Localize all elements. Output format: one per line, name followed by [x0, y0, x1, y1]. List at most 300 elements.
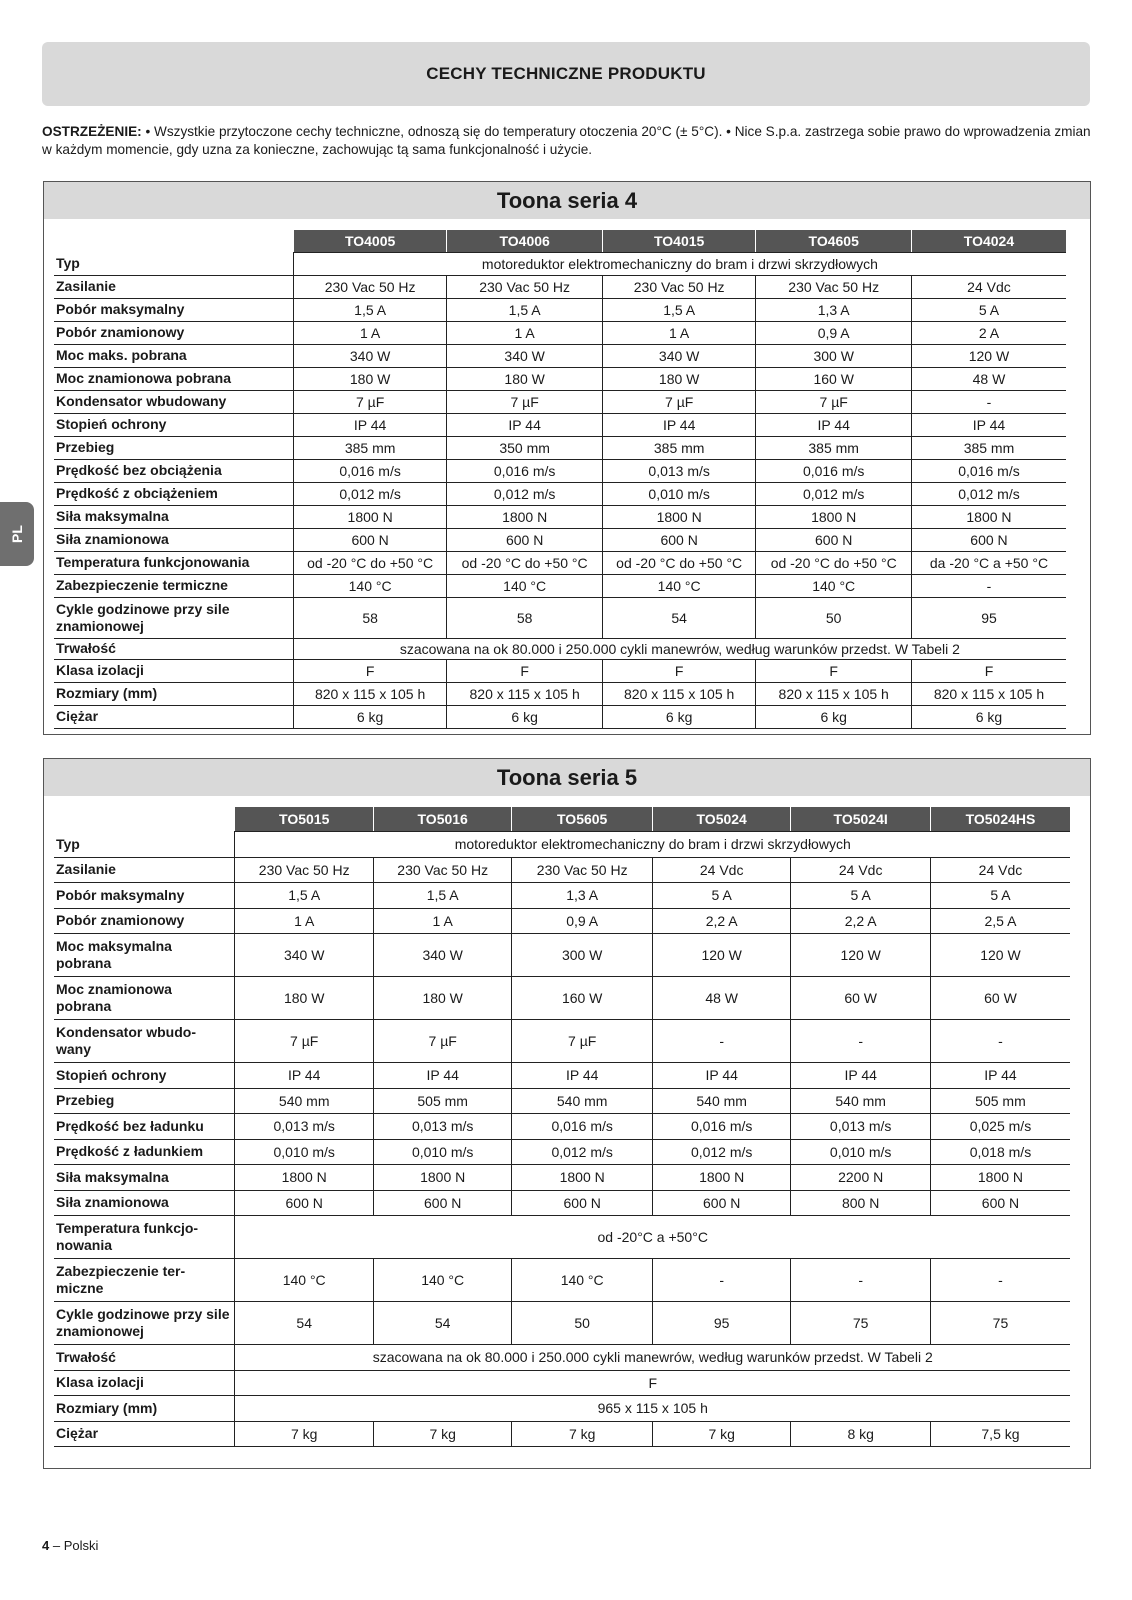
row-value: 600 N	[652, 1190, 790, 1216]
row-value: 230 Vac 50 Hz	[293, 275, 447, 298]
series5-title: Toona seria 5	[44, 759, 1090, 796]
row-value: 230 Vac 50 Hz	[756, 275, 912, 298]
row-value: 5 A	[791, 883, 931, 909]
row-value: 340 W	[373, 934, 511, 977]
table-row	[54, 1190, 1070, 1216]
model-header-to5024i: TO5024I	[791, 807, 931, 832]
row-value: 7 kg	[373, 1421, 511, 1447]
row-value: F	[602, 659, 756, 682]
row-value: 24 Vdc	[652, 857, 790, 883]
row-label: Moc maksymalna pobrana	[54, 934, 235, 977]
row-label: Typ	[54, 252, 293, 275]
table-row	[54, 1114, 1070, 1140]
model-header-to5015: TO5015	[235, 807, 373, 832]
row-value: 180 W	[373, 977, 511, 1020]
row-value: IP 44	[756, 413, 912, 436]
row-value: 7 µF	[235, 1020, 373, 1063]
row-label: Siła maksymalna	[54, 505, 293, 528]
row-value: IP 44	[911, 413, 1066, 436]
row-value: IP 44	[512, 1063, 653, 1089]
row-value: 2,2 A	[652, 908, 790, 934]
row-value: 0,018 m/s	[930, 1139, 1070, 1165]
row-value: 820 x 115 x 105 h	[911, 682, 1066, 705]
row-label: Stopień ochrony	[54, 1063, 235, 1089]
row-value: IP 44	[791, 1063, 931, 1089]
table-row	[54, 390, 1066, 413]
row-value: 540 mm	[652, 1088, 790, 1114]
row-value: 24 Vdc	[911, 275, 1066, 298]
row-value: 180 W	[602, 367, 756, 390]
row-value-merged: motoreduktor elektromechaniczny do bram i drzwi skrzydłowych	[235, 832, 1070, 858]
table-row	[54, 367, 1066, 390]
row-value: 0,012 m/s	[652, 1139, 790, 1165]
row-value: 0,013 m/s	[602, 459, 756, 482]
row-label: Cykle godzinowe przy sile znamionowej	[54, 597, 293, 638]
row-value: 0,013 m/s	[373, 1114, 511, 1140]
row-value: 58	[447, 597, 603, 638]
row-label: Przebieg	[54, 436, 293, 459]
table-row	[54, 344, 1066, 367]
row-value: 7 kg	[652, 1421, 790, 1447]
row-label: Ciężar	[54, 705, 293, 728]
row-value: 5 A	[911, 298, 1066, 321]
row-value: 820 x 115 x 105 h	[602, 682, 756, 705]
row-value: 140 °C	[293, 574, 447, 597]
row-label: Prędkość bez obciążenia	[54, 459, 293, 482]
row-value: 48 W	[652, 977, 790, 1020]
table-row	[54, 275, 1066, 298]
row-value: -	[791, 1020, 931, 1063]
row-label: Pobór maksymalny	[54, 883, 235, 909]
row-value: 0,010 m/s	[235, 1139, 373, 1165]
row-value: 6 kg	[602, 705, 756, 728]
row-value: 0,016 m/s	[911, 459, 1066, 482]
row-label: Ciężar	[54, 1421, 235, 1447]
table-row	[54, 1165, 1070, 1191]
row-value: 1,3 A	[512, 883, 653, 909]
row-value: 1800 N	[930, 1165, 1070, 1191]
table-row	[54, 1259, 1070, 1302]
row-value: 600 N	[235, 1190, 373, 1216]
row-value: 75	[930, 1302, 1070, 1345]
row-label: Rozmiary (mm)	[54, 1396, 235, 1422]
row-value: 505 mm	[373, 1088, 511, 1114]
row-value: 2,2 A	[791, 908, 931, 934]
row-value: 0,013 m/s	[235, 1114, 373, 1140]
row-value: 120 W	[791, 934, 931, 977]
row-value: 600 N	[756, 528, 912, 551]
row-value: 1800 N	[235, 1165, 373, 1191]
table-row	[54, 1396, 1070, 1422]
row-value: 6 kg	[756, 705, 912, 728]
model-header-to4015: TO4015	[602, 230, 756, 252]
table-row	[54, 413, 1066, 436]
row-value: 2200 N	[791, 1165, 931, 1191]
table-row	[54, 832, 1070, 858]
page-title: CECHY TECHNICZNE PRODUKTU	[426, 64, 706, 83]
row-label: Pobór maksymalny	[54, 298, 293, 321]
row-value: 24 Vdc	[791, 857, 931, 883]
row-value: 7 µF	[447, 390, 603, 413]
row-label: Zabezpieczenie ter-miczne	[54, 1259, 235, 1302]
row-label: Trwałość	[54, 1345, 235, 1371]
row-value: 340 W	[447, 344, 603, 367]
row-value: F	[293, 659, 447, 682]
row-value: 7 kg	[235, 1421, 373, 1447]
row-value: IP 44	[930, 1063, 1070, 1089]
row-value: IP 44	[447, 413, 603, 436]
row-value: 160 W	[756, 367, 912, 390]
page-header	[42, 42, 1090, 106]
row-value: 120 W	[911, 344, 1066, 367]
row-value: 300 W	[512, 934, 653, 977]
row-value: 0,9 A	[756, 321, 912, 344]
table-row	[54, 459, 1066, 482]
row-value: -	[652, 1259, 790, 1302]
row-value: 1800 N	[373, 1165, 511, 1191]
row-label: Siła znamionowa	[54, 1190, 235, 1216]
row-value: 1800 N	[602, 505, 756, 528]
row-label: Typ	[54, 832, 235, 858]
row-value: 95	[652, 1302, 790, 1345]
row-value: 6 kg	[911, 705, 1066, 728]
row-value: 7 µF	[756, 390, 912, 413]
table-row	[54, 1370, 1070, 1396]
row-value: 120 W	[930, 934, 1070, 977]
row-value: 0,9 A	[512, 908, 653, 934]
row-value: -	[791, 1259, 931, 1302]
row-value: 48 W	[911, 367, 1066, 390]
model-header-to5605: TO5605	[512, 807, 653, 832]
row-value: 54	[602, 597, 756, 638]
row-value-merged: 965 x 115 x 105 h	[235, 1396, 1070, 1422]
row-value: 1 A	[235, 908, 373, 934]
row-value: 1,3 A	[756, 298, 912, 321]
row-label: Rozmiary (mm)	[54, 682, 293, 705]
row-value: 1800 N	[652, 1165, 790, 1191]
row-value-merged: od -20°C a +50°C	[235, 1216, 1070, 1259]
row-value: 7,5 kg	[930, 1421, 1070, 1447]
row-value: -	[930, 1259, 1070, 1302]
row-value: 600 N	[602, 528, 756, 551]
row-value: 800 N	[791, 1190, 931, 1216]
row-label: Siła znamionowa	[54, 528, 293, 551]
row-value: 50	[512, 1302, 653, 1345]
row-value: od -20 °C do +50 °C	[293, 551, 447, 574]
table-row	[54, 857, 1070, 883]
row-value: 1800 N	[911, 505, 1066, 528]
row-value: 5 A	[930, 883, 1070, 909]
table-row	[54, 436, 1066, 459]
table-row	[54, 1139, 1070, 1165]
row-value: IP 44	[373, 1063, 511, 1089]
row-value-merged: motoreduktor elektromechaniczny do bram i drzwi skrzydłowych	[293, 252, 1066, 275]
row-value: 1800 N	[756, 505, 912, 528]
row-value: 58	[293, 597, 447, 638]
row-value: 0,012 m/s	[756, 482, 912, 505]
row-value: 385 mm	[293, 436, 447, 459]
row-value: od -20 °C do +50 °C	[756, 551, 912, 574]
row-value: 7 µF	[293, 390, 447, 413]
row-value: F	[447, 659, 603, 682]
row-value: 0,012 m/s	[447, 482, 603, 505]
table-row	[54, 252, 1066, 275]
row-value: F	[756, 659, 912, 682]
table-row	[54, 528, 1066, 551]
row-value: 0,010 m/s	[373, 1139, 511, 1165]
row-value: 60 W	[791, 977, 931, 1020]
series4-spec-table	[54, 230, 1066, 729]
row-label: Temperatura funkcjonowania	[54, 551, 293, 574]
language-tab	[0, 502, 34, 566]
row-value: 340 W	[235, 934, 373, 977]
row-value: 385 mm	[756, 436, 912, 459]
model-header-to5016: TO5016	[373, 807, 511, 832]
row-value: 300 W	[756, 344, 912, 367]
row-value: 50	[756, 597, 912, 638]
row-value: 600 N	[293, 528, 447, 551]
warning-text: • Wszystkie przytoczone cechy techniczne, odnoszą się do temperatury otoczenia 20°C (± 5°C). • Nice S.p.a. zastrzega sobie prawo do wprowadzenia zmian w każdym momencie, gdy uzna za konieczne, zachowując tą sama funkcjonalność i użycie.	[42, 124, 1091, 157]
row-value: 600 N	[447, 528, 603, 551]
row-value: 0,013 m/s	[791, 1114, 931, 1140]
row-value: 0,016 m/s	[652, 1114, 790, 1140]
row-value: IP 44	[652, 1063, 790, 1089]
table-row	[54, 883, 1070, 909]
row-label: Moc znamionowa pobrana	[54, 367, 293, 390]
row-value: 230 Vac 50 Hz	[235, 857, 373, 883]
table-row	[54, 597, 1066, 638]
row-value: 1,5 A	[447, 298, 603, 321]
row-label: Zasilanie	[54, 275, 293, 298]
row-value: -	[930, 1020, 1070, 1063]
row-value: 54	[373, 1302, 511, 1345]
row-value: 350 mm	[447, 436, 603, 459]
table-row	[54, 1421, 1070, 1447]
row-value: 540 mm	[235, 1088, 373, 1114]
header-corner	[54, 807, 235, 832]
row-value: 24 Vdc	[930, 857, 1070, 883]
row-value: 0,012 m/s	[911, 482, 1066, 505]
table-row	[54, 574, 1066, 597]
row-value: -	[652, 1020, 790, 1063]
series4-title: Toona seria 4	[44, 182, 1090, 219]
table-row	[54, 482, 1066, 505]
row-value: od -20 °C do +50 °C	[447, 551, 603, 574]
row-label: Kondensator wbudowany	[54, 390, 293, 413]
row-value: 0,016 m/s	[447, 459, 603, 482]
table-row	[54, 908, 1070, 934]
table-row	[54, 505, 1066, 528]
series4-model-header	[54, 230, 1066, 252]
row-value: -	[911, 574, 1066, 597]
row-value: IP 44	[293, 413, 447, 436]
table-row	[54, 638, 1066, 659]
row-value: 0,016 m/s	[756, 459, 912, 482]
row-value: 1800 N	[293, 505, 447, 528]
row-value: -	[911, 390, 1066, 413]
row-value: 540 mm	[512, 1088, 653, 1114]
row-label: Siła maksymalna	[54, 1165, 235, 1191]
table-row	[54, 682, 1066, 705]
table-row	[54, 934, 1070, 977]
row-value-merged: szacowana na ok 80.000 i 250.000 cykli manewrów, według warunków przedst. W Tabeli 2	[235, 1345, 1070, 1371]
table-row	[54, 1063, 1070, 1089]
row-label: Trwałość	[54, 638, 293, 659]
row-label: Stopień ochrony	[54, 413, 293, 436]
row-value: 540 mm	[791, 1088, 931, 1114]
row-value: 820 x 115 x 105 h	[293, 682, 447, 705]
row-value: 7 µF	[602, 390, 756, 413]
row-value: 6 kg	[447, 705, 603, 728]
row-value: 180 W	[235, 977, 373, 1020]
model-header-to4005: TO4005	[293, 230, 447, 252]
model-header-to4006: TO4006	[447, 230, 603, 252]
row-value: 180 W	[447, 367, 603, 390]
row-label: Klasa izolacji	[54, 1370, 235, 1396]
series5-model-header	[54, 807, 1070, 832]
row-value: 1,5 A	[293, 298, 447, 321]
row-value: 1 A	[373, 908, 511, 934]
header-corner	[54, 230, 293, 252]
row-value-merged: szacowana na ok 80.000 i 250.000 cykli manewrów, według warunków przedst. W Tabeli 2	[293, 638, 1066, 659]
model-header-to5024: TO5024	[652, 807, 790, 832]
row-value: da -20 °C a +50 °C	[911, 551, 1066, 574]
row-value: 1800 N	[512, 1165, 653, 1191]
row-value: 600 N	[911, 528, 1066, 551]
row-value: 140 °C	[235, 1259, 373, 1302]
model-header-to4605: TO4605	[756, 230, 912, 252]
row-value: 140 °C	[447, 574, 603, 597]
row-value: 600 N	[373, 1190, 511, 1216]
model-header-to4024: TO4024	[911, 230, 1066, 252]
row-value: IP 44	[235, 1063, 373, 1089]
row-value: 7 kg	[512, 1421, 653, 1447]
row-value: 230 Vac 50 Hz	[373, 857, 511, 883]
row-value: 0,010 m/s	[791, 1139, 931, 1165]
row-value: 5 A	[652, 883, 790, 909]
row-value: 60 W	[930, 977, 1070, 1020]
row-value: 54	[235, 1302, 373, 1345]
row-value: 0,016 m/s	[293, 459, 447, 482]
row-value: 0,010 m/s	[602, 482, 756, 505]
table-row	[54, 551, 1066, 574]
row-label: Moc znamionowa pobrana	[54, 977, 235, 1020]
row-value: 230 Vac 50 Hz	[602, 275, 756, 298]
row-value: 95	[911, 597, 1066, 638]
row-value: 8 kg	[791, 1421, 931, 1447]
row-label: Przebieg	[54, 1088, 235, 1114]
page-number: 4	[42, 1538, 50, 1553]
row-value: 385 mm	[911, 436, 1066, 459]
row-label: Pobór znamionowy	[54, 321, 293, 344]
series5-section	[43, 758, 1091, 1469]
row-label: Klasa izolacji	[54, 659, 293, 682]
series5-spec-table	[54, 807, 1070, 1447]
table-row	[54, 1088, 1070, 1114]
table-row	[54, 659, 1066, 682]
row-value: 1,5 A	[602, 298, 756, 321]
row-label: Cykle godzinowe przy sile znamionowej	[54, 1302, 235, 1345]
row-value: 505 mm	[930, 1088, 1070, 1114]
table-row	[54, 1020, 1070, 1063]
row-value-merged: F	[235, 1370, 1070, 1396]
row-value: 75	[791, 1302, 931, 1345]
table-row	[54, 1302, 1070, 1345]
row-value: 0,016 m/s	[512, 1114, 653, 1140]
row-label: Zasilanie	[54, 857, 235, 883]
row-value: 160 W	[512, 977, 653, 1020]
model-header-to5024hs: TO5024HS	[930, 807, 1070, 832]
table-row	[54, 1345, 1070, 1371]
table-row	[54, 1216, 1070, 1259]
row-value: F	[911, 659, 1066, 682]
row-value: 2 A	[911, 321, 1066, 344]
row-value: 140 °C	[373, 1259, 511, 1302]
row-value: od -20 °C do +50 °C	[602, 551, 756, 574]
row-value: 340 W	[602, 344, 756, 367]
table-row	[54, 977, 1070, 1020]
row-value: 140 °C	[512, 1259, 653, 1302]
row-label: Prędkość z obciążeniem	[54, 482, 293, 505]
page-footer	[42, 1538, 98, 1553]
row-value: 0,012 m/s	[293, 482, 447, 505]
row-label: Prędkość z ładunkiem	[54, 1139, 235, 1165]
row-value: 180 W	[293, 367, 447, 390]
row-value: 140 °C	[602, 574, 756, 597]
row-label: Zabezpieczenie termiczne	[54, 574, 293, 597]
table-row	[54, 298, 1066, 321]
warning-label: OSTRZEŻENIE:	[42, 124, 142, 139]
row-value: 340 W	[293, 344, 447, 367]
row-value: 820 x 115 x 105 h	[447, 682, 603, 705]
row-value: 2,5 A	[930, 908, 1070, 934]
table-row	[54, 321, 1066, 344]
row-value: 1 A	[447, 321, 603, 344]
series4-spec-body	[54, 252, 1066, 728]
row-label: Temperatura funkcjo-nowania	[54, 1216, 235, 1259]
row-value: 0,025 m/s	[930, 1114, 1070, 1140]
footer-language: – Polski	[49, 1538, 99, 1553]
row-value: 6 kg	[293, 705, 447, 728]
row-label: Prędkość bez ładunku	[54, 1114, 235, 1140]
row-value: 600 N	[512, 1190, 653, 1216]
row-value: IP 44	[602, 413, 756, 436]
row-label: Moc maks. pobrana	[54, 344, 293, 367]
row-value: 230 Vac 50 Hz	[512, 857, 653, 883]
language-tab-label: PL	[8, 525, 25, 543]
row-value: 0,012 m/s	[512, 1139, 653, 1165]
row-value: 7 µF	[373, 1020, 511, 1063]
row-value: 600 N	[930, 1190, 1070, 1216]
row-value: 1 A	[293, 321, 447, 344]
series4-section	[43, 181, 1091, 735]
row-value: 820 x 115 x 105 h	[756, 682, 912, 705]
row-value: 7 µF	[512, 1020, 653, 1063]
series5-spec-body	[54, 832, 1070, 1447]
row-label: Kondensator wbudo-wany	[54, 1020, 235, 1063]
row-value: 1 A	[602, 321, 756, 344]
row-value: 1,5 A	[235, 883, 373, 909]
warning-note	[42, 123, 1092, 158]
row-value: 385 mm	[602, 436, 756, 459]
table-row	[54, 705, 1066, 728]
row-value: 140 °C	[756, 574, 912, 597]
row-value: 1800 N	[447, 505, 603, 528]
row-value: 120 W	[652, 934, 790, 977]
row-value: 230 Vac 50 Hz	[447, 275, 603, 298]
row-label: Pobór znamionowy	[54, 908, 235, 934]
row-value: 1,5 A	[373, 883, 511, 909]
